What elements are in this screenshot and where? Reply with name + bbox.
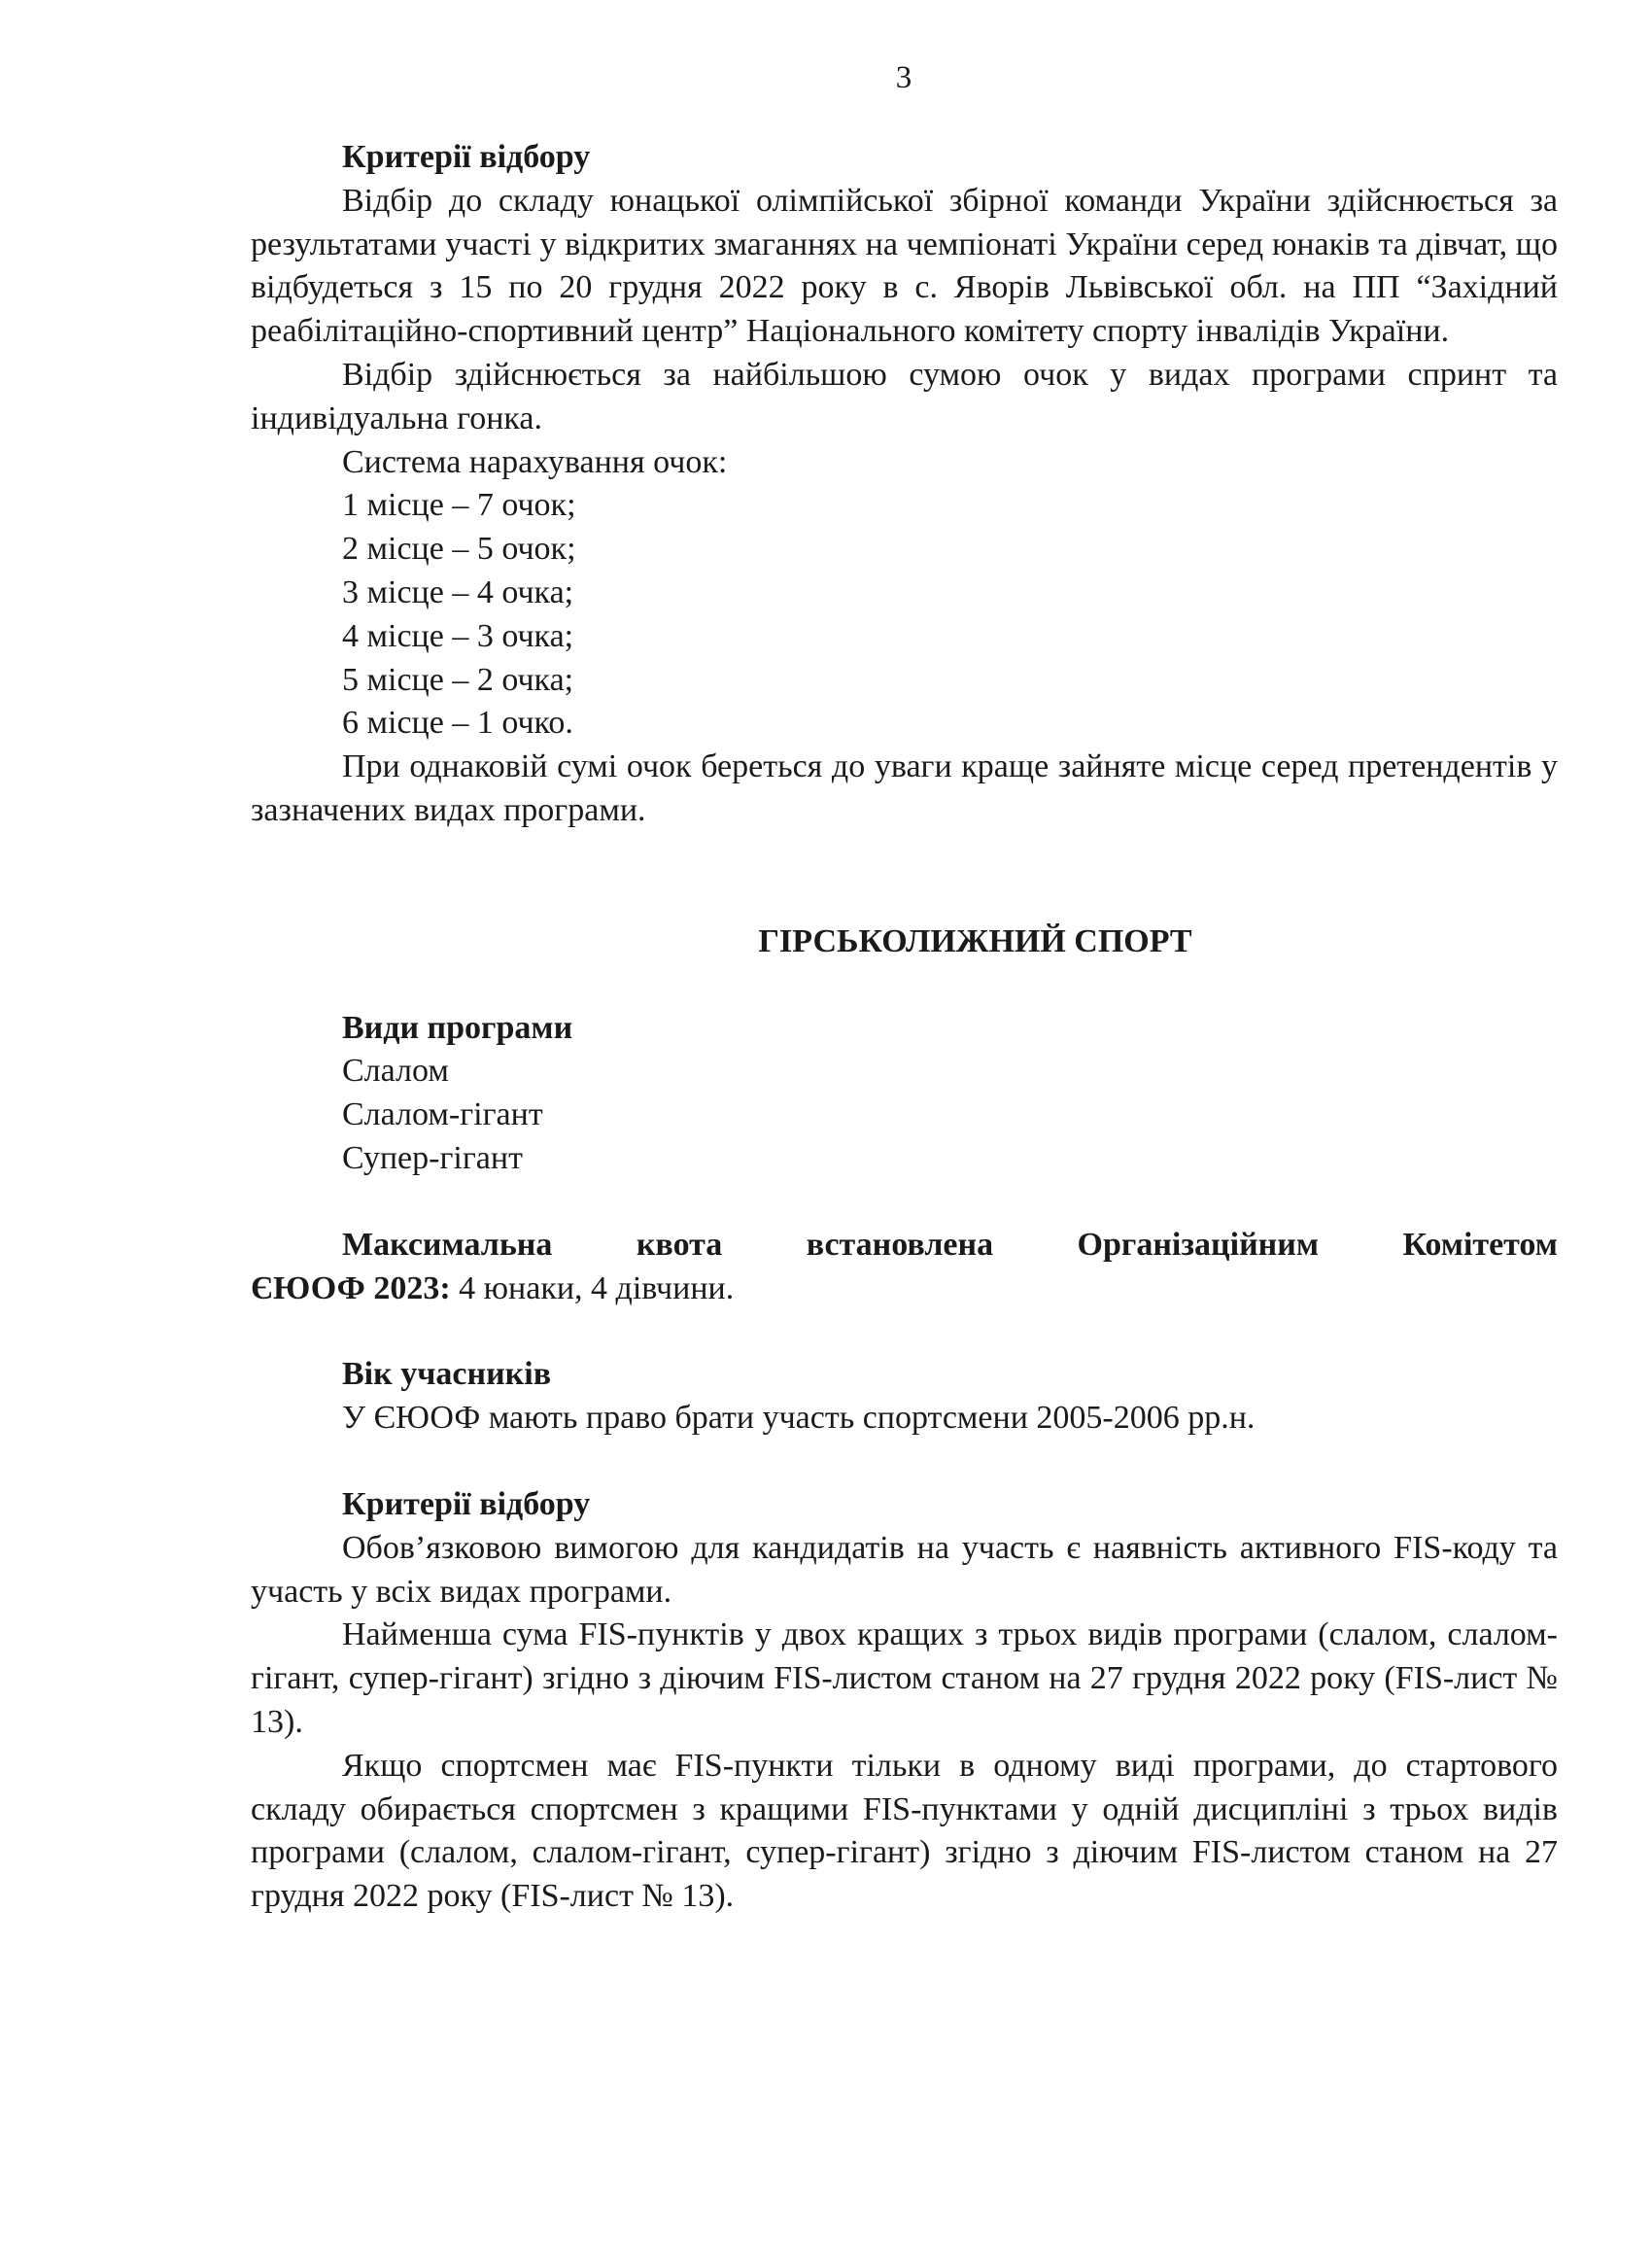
page-number: 3 [895, 60, 912, 95]
scoring-item: 3 місце – 4 очка; [342, 573, 574, 610]
quota-word: квота [636, 1226, 723, 1263]
program-item: Супер-гігант [342, 1139, 523, 1176]
paragraph: Відбір до складу юнацької олімпійської збірної команди України здійснюється за результатами участі у відкритих змаганнях на чемпіонаті України серед юнаків та дівчат, що відбудеться з 15 по 20 грудня 2022 року в с. Яворів Львівської обл. на ПП “Західний реабілітаційно-спортивний центр” Національного комітету спорту інвалідів України. [251, 182, 1558, 350]
quota-text: 4 юнаки, 4 дівчини. [450, 1269, 735, 1306]
paragraph: Найменша сума FIS-пунктів у двох кращих з трьох видів програми (слалом, слалом-гігант, супер-гігант) згідно з діючим FIS-листом станом на 27 грудня 2022 року (FIS-лист № 13). [251, 1616, 1558, 1740]
quota-bold: ЄЮОФ 2023: [251, 1269, 451, 1306]
scoring-item: 5 місце – 2 очка; [342, 661, 574, 698]
scoring-title: Система нарахування очок: [342, 443, 728, 480]
scoring-item: 1 місце – 7 очок; [342, 487, 576, 524]
paragraph: Обов’язковою вимогою для кандидатів на участь є наявність активного FIS-коду та участь у всіх видах програми. [251, 1529, 1558, 1610]
scoring-item: 6 місце – 1 очко. [342, 705, 573, 742]
quota-word: встановлена [806, 1226, 994, 1263]
quota-heading-line [251, 1224, 1558, 1268]
quota-line [251, 1268, 1558, 1311]
age-heading: Вік учасників [342, 1356, 552, 1393]
paragraph: Відбір здійснюється за найбільшою сумою очок у видах програми спринт та індивідуальна гонка. [251, 356, 1558, 436]
quota-word: Комітетом [1402, 1226, 1558, 1263]
document-body [251, 136, 1558, 1919]
programs-heading: Види програми [342, 1009, 573, 1046]
scoring-item: 4 місце – 3 очка; [342, 617, 574, 654]
paragraph: Якщо спортсмен має FIS-пункти тільки в одному виді програми, до стартового складу обирається спортсмен з кращими FIS-пунктами у одній дисципліні з трьох видів програми (слалом, слалом-гігант, супер-гігант) згідно з діючим FIS-листом станом на 27 грудня 2022 року (FIS-лист № 13). [251, 1747, 1558, 1915]
quota-word: Організаційним [1077, 1226, 1320, 1263]
criteria-heading: Критерії відбору [342, 139, 591, 175]
program-item: Слалом-гігант [342, 1096, 543, 1133]
quota-word: Максимальна [342, 1226, 553, 1263]
criteria-heading: Критерії відбору [342, 1485, 591, 1522]
age-text: У ЄЮОФ мають право брати участь спортсмени 2005-2006 рр.н. [342, 1400, 1256, 1437]
paragraph: При однаковій сумі очок береться до уваги краще зайняте місце серед претендентів у зазначених видах програми. [251, 748, 1558, 828]
scoring-item: 2 місце – 5 очок; [342, 531, 576, 568]
section-title: ГІРСЬКОЛИЖНИЙ СПОРТ [758, 922, 1192, 959]
program-item: Слалом [342, 1053, 449, 1090]
